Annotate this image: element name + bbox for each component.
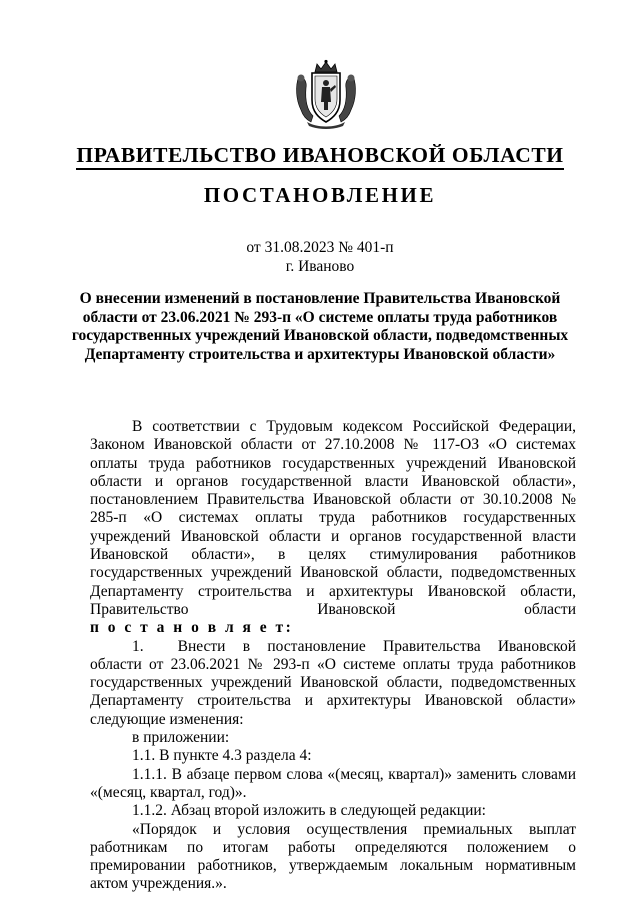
item-1-number: 1. [132,637,144,655]
document-body [90,418,576,894]
paragraph-1-1: 1.1. В пункте 4.3 раздела 4: [132,747,312,765]
government-title: ПРАВИТЕЛЬСТВО ИВАНОВСКОЙ ОБЛАСТИ [0,143,640,168]
city: г. Иваново [285,258,355,275]
in-appendix: в приложении: [132,729,230,747]
ivanovo-coat-of-arms-icon [293,58,359,130]
decree-word: п о с т а н о в л я е т: [90,619,294,637]
preamble-paragraph: В соответствии с Трудовым кодексом Российской Федерации, Законом Ивановской области от 27.10.2008 № 117-ОЗ «О системах оплаты труда работников государственных учреждений Ивановской области и органов государственной власти Ивановской области», постановлением Правительства Ивановской области от 30.10.2008 № 285-п «О системах оплаты труда работников государственных учреждений Ивановской области и органов государственной власти Ивановской области», в целях стимулирования работников государственных учреждений Ивановской области, подведомственных Департаменту строительства и архитектуры Ивановской области, Правительство Ивановской области [90,418,576,618]
document-type: ПОСТАНОВЛЕНИЕ [203,183,437,207]
item-1-end: следующие изменения: [90,710,244,728]
paragraph-1-1-2: 1.1.2. Абзац второй изложить в следующей редакции: [132,802,486,820]
item-1-paragraph [90,638,576,711]
document-subject: О внесении изменений в постановление Правительства Ивановской области от 23.06.2021 № 293-п «О системе оплаты труда работников государственных учреждений Ивановской области, подведомственных Департаменту строительства и архитектуры Ивановской области» [71,290,569,363]
paragraph-1-1-1: 1.1.1. В абзаце первом слова «(месяц, квартал)» заменить словами «(месяц, квартал, год)». [90,765,576,801]
quoted-text: «Порядок и условия осуществления премиальных выплат работникам по итогам работы определяются положением о премировании работников, утверждаемым локальным нормативным актом учреждения.». [90,820,576,893]
date-number: от 31.08.2023 № 401-п [246,239,394,256]
item-1-text: Внести в постановление Правительства Ивановской области от 23.06.2021 № 293-п «О системе оплаты труда работников государственных учреждений Ивановской области, подведомственных Департаменту строительства и архитектуры Ивановской области» [90,637,576,710]
